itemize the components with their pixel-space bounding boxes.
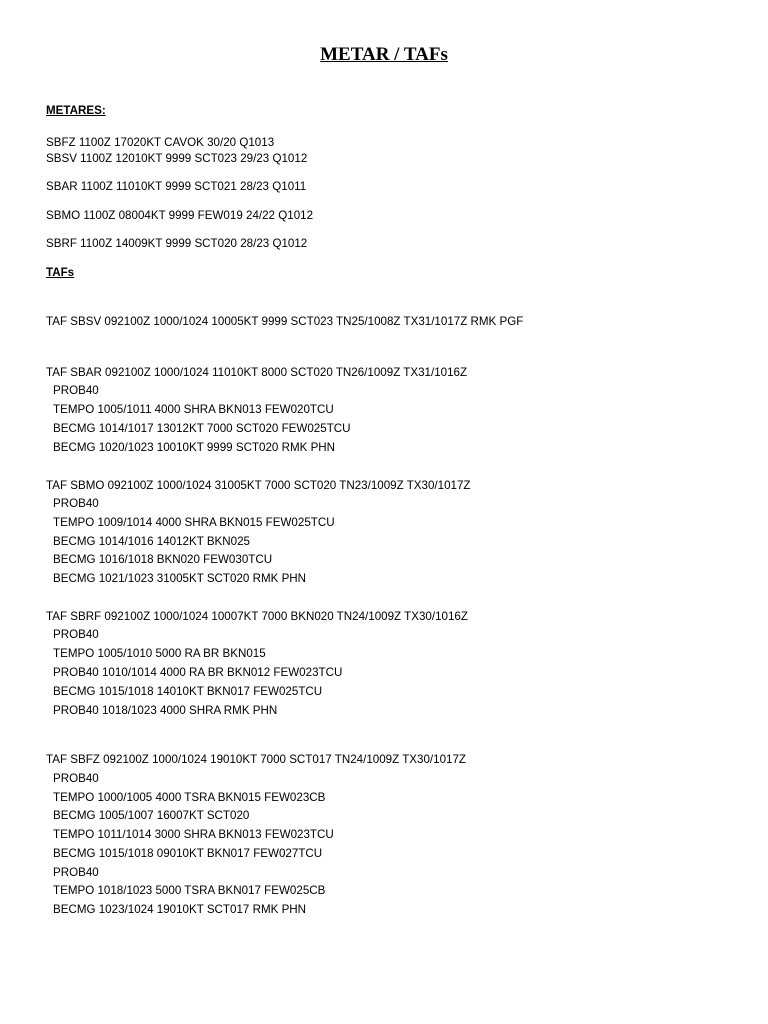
taf-sbmo-line: BECMG 1016/1018 BKN020 FEW030TCU xyxy=(53,553,273,566)
taf-sbfz-line: TEMPO 1011/1014 3000 SHRA BKN013 FEW023TCU xyxy=(53,828,334,841)
taf-sbfz-main: TAF SBFZ 092100Z 1000/1024 19010KT 7000 SCT017 TN24/1009Z TX30/1017Z xyxy=(46,753,467,766)
taf-sbar-main: TAF SBAR 092100Z 1000/1024 11010KT 8000 SCT020 TN26/1009Z TX31/1016Z xyxy=(46,366,468,379)
metar-line-sbsv: SBSV 1100Z 12010KT 9999 SCT023 29/23 Q1012 xyxy=(46,152,308,165)
taf-sbsv-main: TAF SBSV 092100Z 1000/1024 10005KT 9999 SCT023 TN25/1008Z TX31/1017Z RMK PGF xyxy=(46,315,524,328)
taf-sbrf-line: BECMG 1015/1018 14010KT BKN017 FEW025TCU xyxy=(53,685,323,698)
taf-sbmo-line: TEMPO 1009/1014 4000 SHRA BKN015 FEW025TCU xyxy=(53,516,335,529)
taf-sbfz-line: PROB40 xyxy=(53,772,99,785)
taf-sbmo-line: BECMG 1014/1016 14012KT BKN025 xyxy=(53,535,251,548)
taf-sbfz-line: BECMG 1023/1024 19010KT SCT017 RMK PHN xyxy=(53,903,307,916)
metares-heading: METARES: xyxy=(46,104,106,117)
taf-sbar-line: PROB40 xyxy=(53,384,99,397)
metar-line-sbmo: SBMO 1100Z 08004KT 9999 FEW019 24/22 Q1012 xyxy=(46,209,314,222)
taf-sbfz-line: TEMPO 1018/1023 5000 TSRA BKN017 FEW025CB xyxy=(53,884,326,897)
metar-line-sbar: SBAR 1100Z 11010KT 9999 SCT021 28/23 Q1011 xyxy=(46,180,307,193)
taf-sbrf-main: TAF SBRF 092100Z 1000/1024 10007KT 7000 BKN020 TN24/1009Z TX30/1016Z xyxy=(46,610,468,623)
metar-line-sbfz: SBFZ 1100Z 17020KT CAVOK 30/20 Q1013 xyxy=(46,136,275,149)
taf-sbfz-line: TEMPO 1000/1005 4000 TSRA BKN015 FEW023CB xyxy=(53,791,326,804)
taf-sbrf-line: PROB40 1018/1023 4000 SHRA RMK PHN xyxy=(53,704,278,717)
taf-sbrf-line: PROB40 1010/1014 4000 RA BR BKN012 FEW023TCU xyxy=(53,666,343,679)
taf-sbfz-line: BECMG 1005/1007 16007KT SCT020 xyxy=(53,809,250,822)
taf-sbmo-line: PROB40 xyxy=(53,497,99,510)
taf-sbrf-line: PROB40 xyxy=(53,628,99,641)
tafs-heading: TAFs xyxy=(46,266,75,279)
taf-sbmo-main: TAF SBMO 092100Z 1000/1024 31005KT 7000 SCT020 TN23/1009Z TX30/1017Z xyxy=(46,479,471,492)
metar-line-sbrf: SBRF 1100Z 14009KT 9999 SCT020 28/23 Q1012 xyxy=(46,237,308,250)
taf-sbar-line: BECMG 1014/1017 13012KT 7000 SCT020 FEW025TCU xyxy=(53,422,351,435)
taf-sbar-line: BECMG 1020/1023 10010KT 9999 SCT020 RMK PHN xyxy=(53,441,336,454)
taf-sbar-line: TEMPO 1005/1011 4000 SHRA BKN013 FEW020TCU xyxy=(53,403,334,416)
taf-sbmo-line: BECMG 1021/1023 31005KT SCT020 RMK PHN xyxy=(53,572,307,585)
page-title: METAR / TAFs xyxy=(320,44,448,65)
taf-sbfz-line: PROB40 xyxy=(53,866,99,879)
taf-sbfz-line: BECMG 1015/1018 09010KT BKN017 FEW027TCU xyxy=(53,847,323,860)
taf-sbrf-line: TEMPO 1005/1010 5000 RA BR BKN015 xyxy=(53,647,266,660)
